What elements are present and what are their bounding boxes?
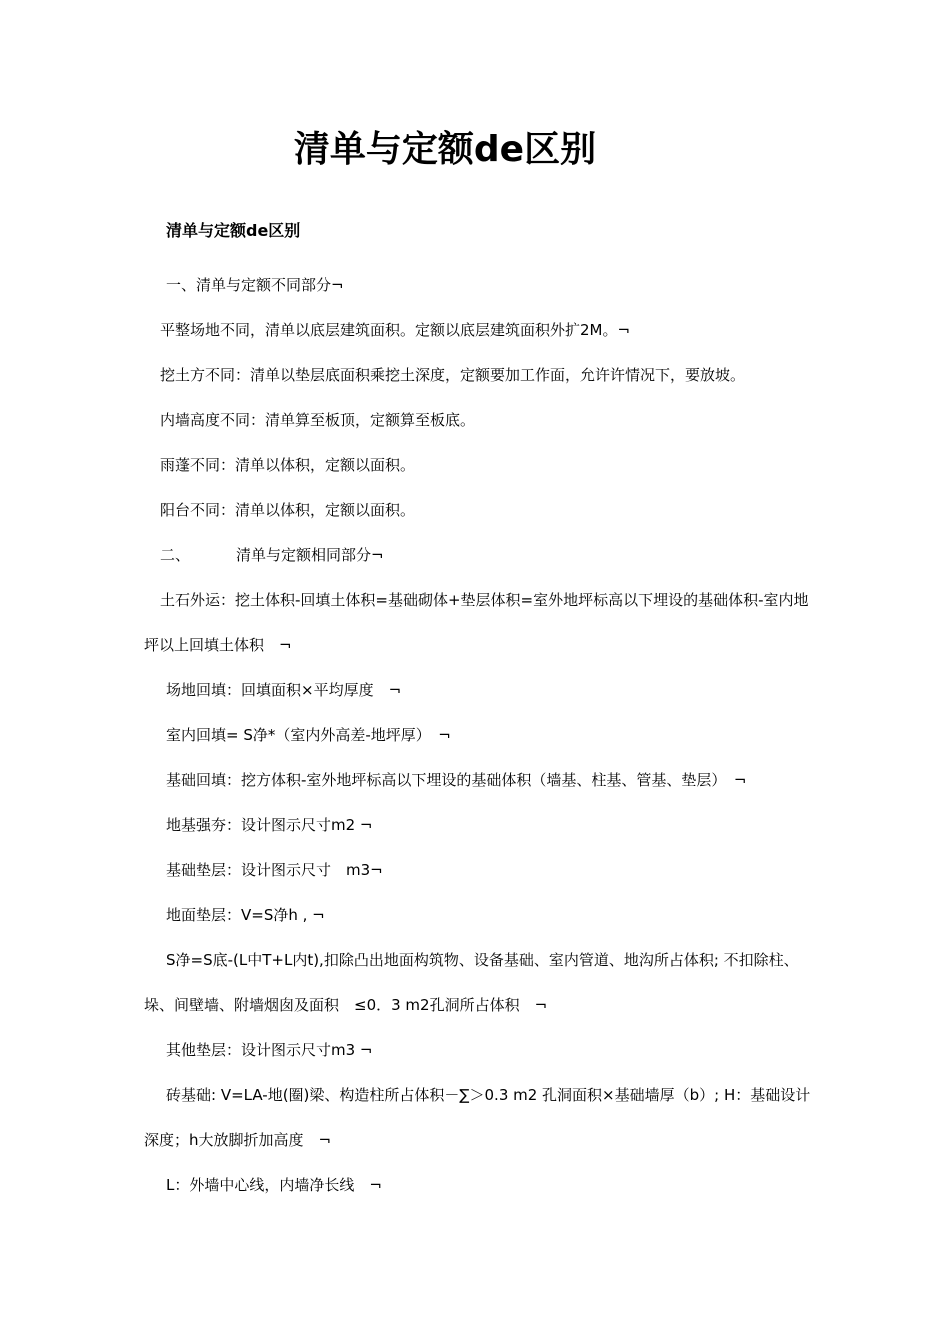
paragraph-excavation: 挖土方不同：清单以垫层底面积乘挖土深度，定额要加工作面，允许许情况下，要放坡。 [160,366,746,384]
section-number: 二、 [160,546,191,564]
paragraph-foundation-cushion: 基础垫层：设计图示尺寸 m3¬ [166,861,383,879]
paragraph-ground-cushion: 地面垫层：V=S净h , ¬ [166,906,325,924]
section-heading-2-label: 清单与定额相同部分¬ [236,546,384,564]
paragraph-net-area: S净=S底-(L中T+L内t),扣除凸出地面构筑物、设备基础、室内管道、地沟所占体积; 不扣除柱、垛、间壁墙、附墙烟囱及面积 ≤0．3 m2孔洞所占体积 ¬ [144,951,799,1014]
paragraph-site-leveling: 平整场地不同，清单以底层建筑面积。定额以底层建筑面积外扩2M。¬ [160,321,631,339]
paragraph-inner-wall-height: 内墙高度不同：清单算至板顶，定额算至板底。 [160,411,476,429]
paragraph-dynamic-compaction: 地基强夯：设计图示尺寸m2 ¬ [166,816,373,834]
paragraph-balcony: 阳台不同：清单以体积，定额以面积。 [160,501,416,519]
section-heading-2 [144,533,816,578]
paragraph-brick-foundation: 砖基础: V=LA-地(圈)梁、构造柱所占体积－∑＞0.3 m2 孔洞面积×基础墙厚（b）; H：基础设计深度；h大放脚折加高度 ¬ [144,1086,811,1149]
paragraph-other-cushion: 其他垫层：设计图示尺寸m3 ¬ [166,1041,373,1059]
document-body [144,263,816,1208]
section-heading-1: 一、清单与定额不同部分¬ [166,276,344,294]
paragraph-canopy: 雨蓬不同：清单以体积，定额以面积。 [160,456,416,474]
paragraph-site-backfill: 场地回填：回填面积×平均厚度 ¬ [166,681,402,699]
paragraph-foundation-backfill: 基础回填：挖方体积-室外地坪标高以下埋设的基础体积（墙基、柱基、管基、垫层） ¬ [166,771,747,789]
paragraph-earth-transport: 土石外运：挖土体积-回填土体积=基础砌体+垫层体积=室外地坪标高以下埋设的基础体积-室内地坪以上回填土体积 ¬ [144,591,809,654]
paragraph-wall-lines: L：外墙中心线，内墙净长线 ¬ [166,1176,382,1194]
document-title: 清单与定额de区别 [293,129,597,170]
document-subtitle: 清单与定额de区别 [166,221,301,240]
paragraph-indoor-backfill: 室内回填= S净*（室内外高差-地坪厚） ¬ [166,726,451,744]
